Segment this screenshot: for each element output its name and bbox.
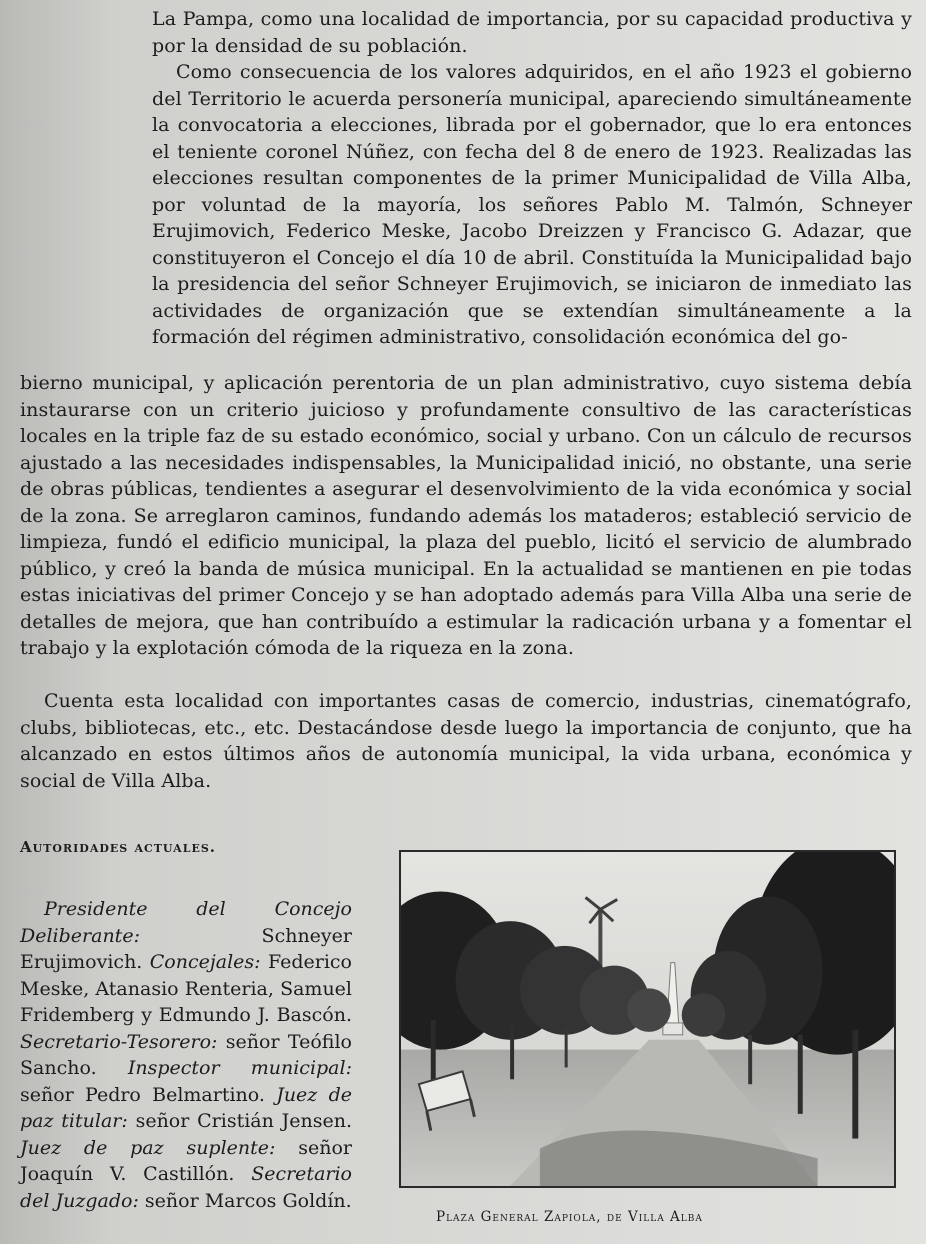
authority-role: Secretario-Tesorero: [20,1030,218,1053]
authority-role: Secretario del Juzgado: [20,1163,352,1212]
photo-caption: Plaza General Zapiola, de Villa Alba [436,1209,703,1225]
authority-name: señor Teófilo Sancho. [20,1030,352,1079]
paragraph-municipality-history: Como consecuencia de los valores adquiridos, en el año 1923 el gobierno del Territorio le acuerda personería municipal, apareciendo simultáneamente la convocatoria a elecciones, librada por el gobernador, que lo era entonces el teniente coronel Núñez, con fecha del 8 de enero de 1923. Realizadas las elecciones resultan componentes de la primer Municipalidad de Villa Alba, por voluntad de la mayoría, los señores Pablo M. Talmón, Schneyer Erujimovich, Federico Meske, Jacobo Dreizzen y Francisco G. Adazar, que constituyeron el Concejo el día 10 de abril. Constituída la Municipalidad bajo la presidencia del señor Schneyer Erujimovich, se iniciaron de inmediato las actividades de organización que se extendían simultáneamente a la formación del régimen administrativo, consolidación económica del go- [152,61,912,348]
authority-role: Concejales: [149,951,261,973]
authority-role: Inspector municipal: [127,1057,352,1079]
authorities-heading: Autoridades actuales. [20,838,216,856]
authority-role: Juez de paz suplente: [20,1136,276,1159]
authority-role: Juez de paz titular: [20,1083,352,1132]
paragraph-intro: La Pampa, como una localidad de importancia, por su capacidad productiva y por la densidad de su población. [152,8,912,57]
authorities-list [20,896,352,1214]
authority-name: señor Pedro Belmartino. [20,1083,277,1106]
paragraph-commerce: Cuenta esta localidad con importantes casas de comercio, industrias, cinematógrafo, clubs, bibliotecas, etc., etc. Destacándose desde luego la importancia de conjunto, que ha alcanzado en estos últimos años de autonomía municipal, la vida urbana, económica y social de Villa Alba. [20,690,912,792]
authority-name: Federico Meske, Atanasio Renteria, Samuel Fridemberg y Edmundo J. Bascón. [20,951,352,1026]
authority-name: Schneyer Erujimovich. [20,924,352,973]
paragraph-public-works: bierno municipal, y aplicación perentoria de un plan administrativo, cuyo sistema debía instaurarse con un criterio juicioso y profundamente consultivo de las características locales en la triple faz de su estado económico, social y urbano. Con un cálculo de recursos ajustado a las necesidades indispensables, la Municipalidad inició, no obstante, una serie de obras públicas, tendientes a asegurar el desenvolvimiento de la vida económica y social de la zona. Se arreglaron caminos, fundando además los mataderos; estableció servicio de limpieza, fundó el edificio municipal, la plaza del pueblo, licitó el servicio de alumbrado público, y creó la banda de música municipal. En la actualidad se mantienen en pie todas estas iniciativas del primer Concejo y se han adoptado además para Villa Alba una serie de detalles de mejora, que han contribuído a estimular la radicación urbana y a fomentar el trabajo y la explotación cómoda de la riqueza en la zona. [20,372,912,659]
plaza-photo-illustration [401,852,894,1186]
authority-name: señor Marcos Goldín. [138,1189,352,1212]
authority-name: señor Cristián Jensen. [127,1110,353,1132]
authority-role: Presidente del Concejo Deliberante: [20,898,352,947]
authority-name: señor Joaquín V. Castillón. [20,1136,352,1185]
plaza-photograph [399,850,896,1188]
